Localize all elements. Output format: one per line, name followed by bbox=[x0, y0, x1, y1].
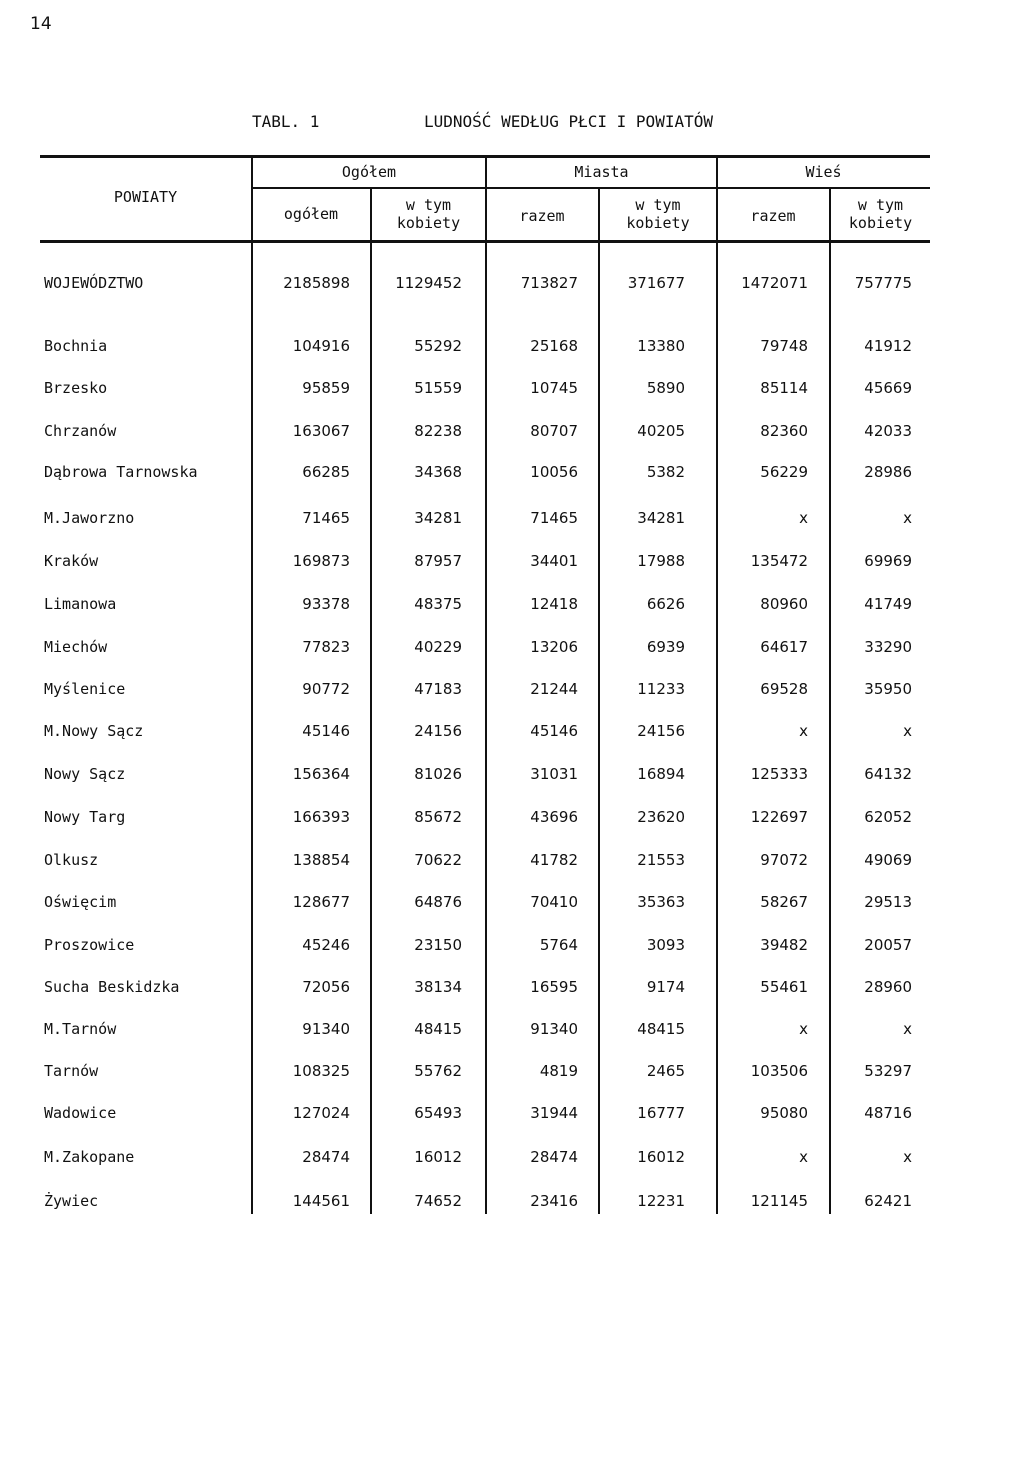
table-number: TABL. 1 bbox=[252, 112, 320, 131]
header-group-ogolem: Ogółem bbox=[341, 163, 397, 181]
row-district-name: Brzesko bbox=[44, 379, 108, 397]
row-value-cell: x bbox=[799, 1148, 808, 1166]
row-district-name: Tarnów bbox=[44, 1062, 99, 1080]
row-value-cell: 51559 bbox=[414, 379, 462, 397]
row-value-cell: 64617 bbox=[760, 638, 808, 656]
row-value-cell: 80960 bbox=[760, 595, 808, 613]
row-value-cell: 104916 bbox=[292, 337, 350, 355]
header-powiaty: POWIATY bbox=[113, 188, 178, 206]
row-value-cell: 70410 bbox=[530, 893, 578, 911]
row-value-cell: 20057 bbox=[864, 936, 912, 954]
row-district-name: Sucha Beskidzka bbox=[44, 978, 180, 996]
row-value-cell: 64876 bbox=[414, 893, 462, 911]
row-value-cell: 58267 bbox=[760, 893, 808, 911]
header-w-tym-kobiety-wies bbox=[831, 196, 930, 232]
row-value-cell: 55461 bbox=[760, 978, 808, 996]
row-value-cell: x bbox=[903, 722, 912, 740]
row-value-cell: 35363 bbox=[637, 893, 685, 911]
table-row bbox=[0, 422, 1024, 442]
row-value-cell: 33290 bbox=[864, 638, 912, 656]
row-value-cell: 121145 bbox=[750, 1192, 808, 1210]
row-value-cell: 127024 bbox=[292, 1104, 350, 1122]
row-value-cell: 103506 bbox=[750, 1062, 808, 1080]
header-w-tym: w tym bbox=[857, 196, 904, 214]
table-heading: LUDNOŚĆ WEDŁUG PŁCI I POWIATÓW bbox=[424, 112, 713, 131]
row-value-cell: 1472071 bbox=[741, 274, 808, 292]
row-value-cell: 34401 bbox=[530, 552, 578, 570]
row-value-cell: 24156 bbox=[637, 722, 685, 740]
row-district-name: M.Tarnów bbox=[44, 1020, 117, 1038]
row-value-cell: 163067 bbox=[292, 422, 350, 440]
row-value-cell: x bbox=[903, 1148, 912, 1166]
row-value-cell: 35950 bbox=[864, 680, 912, 698]
row-value-cell: 69969 bbox=[864, 552, 912, 570]
row-value-cell: 10056 bbox=[530, 463, 578, 481]
row-value-cell: 12231 bbox=[637, 1192, 685, 1210]
row-district-name: Olkusz bbox=[44, 851, 99, 869]
row-value-cell: 43696 bbox=[530, 808, 578, 826]
row-value-cell: 128677 bbox=[292, 893, 350, 911]
row-value-cell: 95859 bbox=[302, 379, 350, 397]
row-value-cell: 91340 bbox=[302, 1020, 350, 1038]
row-value-cell: 6939 bbox=[646, 638, 685, 656]
row-value-cell: 49069 bbox=[864, 851, 912, 869]
row-value-cell: 16894 bbox=[637, 765, 685, 783]
row-value-cell: 166393 bbox=[292, 808, 350, 826]
table-row bbox=[0, 638, 1024, 658]
table-row bbox=[0, 1062, 1024, 1082]
row-value-cell: 53297 bbox=[864, 1062, 912, 1080]
row-value-cell: 39482 bbox=[760, 936, 808, 954]
row-value-cell: 4819 bbox=[539, 1062, 578, 1080]
row-value-cell: 11233 bbox=[637, 680, 685, 698]
table-row bbox=[0, 680, 1024, 700]
row-value-cell: 29513 bbox=[864, 893, 912, 911]
row-value-cell: 24156 bbox=[414, 722, 462, 740]
row-district-name: Dąbrowa Tarnowska bbox=[44, 463, 198, 481]
row-value-cell: 16777 bbox=[637, 1104, 685, 1122]
row-value-cell: 9174 bbox=[646, 978, 685, 996]
row-value-cell: 16012 bbox=[414, 1148, 462, 1166]
row-value-cell: 25168 bbox=[530, 337, 578, 355]
row-value-cell: 16595 bbox=[530, 978, 578, 996]
header-kobiety: kobiety bbox=[396, 214, 461, 232]
row-district-name: Limanowa bbox=[44, 595, 117, 613]
row-value-cell: 144561 bbox=[292, 1192, 350, 1210]
table-row bbox=[0, 337, 1024, 357]
row-district-name: Nowy Sącz bbox=[44, 765, 126, 783]
row-value-cell: 66285 bbox=[302, 463, 350, 481]
row-value-cell: 56229 bbox=[760, 463, 808, 481]
row-value-cell: 21553 bbox=[637, 851, 685, 869]
row-district-name: Myślenice bbox=[44, 680, 126, 698]
table-row bbox=[0, 893, 1024, 913]
table-row bbox=[0, 765, 1024, 785]
row-value-cell: 72056 bbox=[302, 978, 350, 996]
row-value-cell: 138854 bbox=[292, 851, 350, 869]
row-value-cell: 10745 bbox=[530, 379, 578, 397]
row-value-cell: 64132 bbox=[864, 765, 912, 783]
row-value-cell: 5764 bbox=[539, 936, 578, 954]
row-value-cell: 82238 bbox=[414, 422, 462, 440]
row-value-cell: x bbox=[903, 509, 912, 527]
table-row bbox=[0, 379, 1024, 399]
row-value-cell: 95080 bbox=[760, 1104, 808, 1122]
row-value-cell: 62421 bbox=[864, 1192, 912, 1210]
row-value-cell: 45246 bbox=[302, 936, 350, 954]
row-district-name: M.Nowy Sącz bbox=[44, 722, 144, 740]
row-value-cell: 48415 bbox=[637, 1020, 685, 1038]
row-value-cell: 45146 bbox=[530, 722, 578, 740]
row-value-cell: 23150 bbox=[414, 936, 462, 954]
row-value-cell: 13206 bbox=[530, 638, 578, 656]
header-razem-miasta: razem bbox=[519, 207, 565, 225]
row-value-cell: 80707 bbox=[530, 422, 578, 440]
row-district-name: Oświęcim bbox=[44, 893, 117, 911]
row-value-cell: 69528 bbox=[760, 680, 808, 698]
row-value-cell: 74652 bbox=[414, 1192, 462, 1210]
row-value-cell: x bbox=[799, 722, 808, 740]
row-district-name: Miechów bbox=[44, 638, 108, 656]
row-value-cell: 55762 bbox=[414, 1062, 462, 1080]
table-row bbox=[0, 274, 1024, 294]
row-value-cell: 169873 bbox=[292, 552, 350, 570]
row-value-cell: 757775 bbox=[854, 274, 912, 292]
row-value-cell: 5382 bbox=[646, 463, 685, 481]
row-value-cell: 82360 bbox=[760, 422, 808, 440]
row-value-cell: x bbox=[799, 509, 808, 527]
table-row bbox=[0, 463, 1024, 483]
row-value-cell: 91340 bbox=[530, 1020, 578, 1038]
table-row bbox=[0, 1148, 1024, 1168]
table-row bbox=[0, 1192, 1024, 1212]
row-value-cell: 5890 bbox=[646, 379, 685, 397]
table-row bbox=[0, 1104, 1024, 1124]
page-number: 14 bbox=[30, 14, 52, 34]
row-value-cell: x bbox=[799, 1020, 808, 1038]
row-value-cell: 31944 bbox=[530, 1104, 578, 1122]
row-district-name: Proszowice bbox=[44, 936, 135, 954]
row-value-cell: 71465 bbox=[530, 509, 578, 527]
table-row bbox=[0, 808, 1024, 828]
row-value-cell: 2465 bbox=[646, 1062, 685, 1080]
header-group-wies: Wieś bbox=[805, 163, 842, 181]
row-value-cell: 70622 bbox=[414, 851, 462, 869]
row-value-cell: 125333 bbox=[750, 765, 808, 783]
row-value-cell: 77823 bbox=[302, 638, 350, 656]
row-value-cell: 65493 bbox=[414, 1104, 462, 1122]
row-value-cell: 28474 bbox=[302, 1148, 350, 1166]
row-value-cell: 41782 bbox=[530, 851, 578, 869]
table-row bbox=[0, 722, 1024, 742]
header-kobiety: kobiety bbox=[626, 214, 690, 232]
row-value-cell: 371677 bbox=[627, 274, 685, 292]
row-value-cell: x bbox=[903, 1020, 912, 1038]
header-w-tym: w tym bbox=[405, 196, 452, 214]
row-value-cell: 47183 bbox=[414, 680, 462, 698]
header-w-tym-kobiety-miasta bbox=[600, 196, 716, 232]
row-value-cell: 90772 bbox=[302, 680, 350, 698]
row-value-cell: 93378 bbox=[302, 595, 350, 613]
row-value-cell: 1129452 bbox=[395, 274, 462, 292]
row-value-cell: 48375 bbox=[414, 595, 462, 613]
row-value-cell: 40205 bbox=[637, 422, 685, 440]
row-value-cell: 12418 bbox=[530, 595, 578, 613]
row-district-name: Chrzanów bbox=[44, 422, 117, 440]
header-w-tym: w tym bbox=[635, 196, 681, 214]
row-value-cell: 55292 bbox=[414, 337, 462, 355]
row-value-cell: 23620 bbox=[637, 808, 685, 826]
row-value-cell: 28960 bbox=[864, 978, 912, 996]
row-value-cell: 41912 bbox=[864, 337, 912, 355]
header-ogolem: ogółem bbox=[283, 205, 339, 223]
row-value-cell: 62052 bbox=[864, 808, 912, 826]
table-row bbox=[0, 1020, 1024, 1040]
row-value-cell: 41749 bbox=[864, 595, 912, 613]
table-row bbox=[0, 509, 1024, 529]
row-district-name: Żywiec bbox=[44, 1192, 99, 1210]
row-value-cell: 45146 bbox=[302, 722, 350, 740]
row-value-cell: 6626 bbox=[646, 595, 685, 613]
header-w-tym-kobiety bbox=[372, 196, 485, 232]
row-district-name: Nowy Targ bbox=[44, 808, 126, 826]
row-value-cell: 85672 bbox=[414, 808, 462, 826]
row-value-cell: 81026 bbox=[414, 765, 462, 783]
row-value-cell: 45669 bbox=[864, 379, 912, 397]
header-group-miasta: Miasta bbox=[574, 163, 629, 181]
table-row bbox=[0, 595, 1024, 615]
row-value-cell: 87957 bbox=[414, 552, 462, 570]
row-value-cell: 42033 bbox=[864, 422, 912, 440]
row-value-cell: 38134 bbox=[414, 978, 462, 996]
row-value-cell: 16012 bbox=[637, 1148, 685, 1166]
row-district-name: M.Jaworzno bbox=[44, 509, 135, 527]
row-value-cell: 34281 bbox=[414, 509, 462, 527]
row-value-cell: 13380 bbox=[637, 337, 685, 355]
row-district-name: Kraków bbox=[44, 552, 99, 570]
table-row bbox=[0, 851, 1024, 871]
row-value-cell: 85114 bbox=[760, 379, 808, 397]
row-value-cell: 23416 bbox=[530, 1192, 578, 1210]
row-value-cell: 97072 bbox=[760, 851, 808, 869]
row-value-cell: 156364 bbox=[292, 765, 350, 783]
row-value-cell: 48716 bbox=[864, 1104, 912, 1122]
header-razem-wies: razem bbox=[750, 207, 796, 225]
row-value-cell: 71465 bbox=[302, 509, 350, 527]
row-value-cell: 28474 bbox=[530, 1148, 578, 1166]
row-value-cell: 3093 bbox=[646, 936, 685, 954]
table-row bbox=[0, 552, 1024, 572]
row-value-cell: 122697 bbox=[750, 808, 808, 826]
row-district-name: M.Zakopane bbox=[44, 1148, 135, 1166]
row-district-name: WOJEWÓDZTWO bbox=[44, 274, 144, 292]
table-row bbox=[0, 936, 1024, 956]
row-value-cell: 28986 bbox=[864, 463, 912, 481]
row-district-name: Bochnia bbox=[44, 337, 108, 355]
row-value-cell: 135472 bbox=[750, 552, 808, 570]
row-district-name: Wadowice bbox=[44, 1104, 117, 1122]
row-value-cell: 48415 bbox=[414, 1020, 462, 1038]
row-value-cell: 108325 bbox=[292, 1062, 350, 1080]
table-row bbox=[0, 978, 1024, 998]
row-value-cell: 21244 bbox=[530, 680, 578, 698]
header-kobiety: kobiety bbox=[848, 214, 913, 232]
row-value-cell: 34368 bbox=[414, 463, 462, 481]
row-value-cell: 79748 bbox=[760, 337, 808, 355]
row-value-cell: 40229 bbox=[414, 638, 462, 656]
row-value-cell: 713827 bbox=[520, 274, 578, 292]
row-value-cell: 2185898 bbox=[283, 274, 350, 292]
row-value-cell: 17988 bbox=[637, 552, 685, 570]
row-value-cell: 31031 bbox=[530, 765, 578, 783]
row-value-cell: 34281 bbox=[637, 509, 685, 527]
